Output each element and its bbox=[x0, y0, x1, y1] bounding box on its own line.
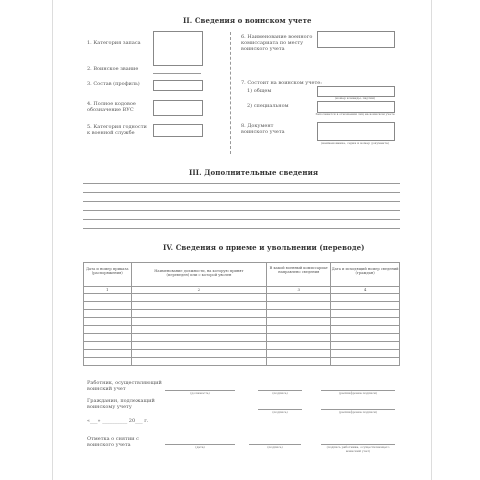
col-number-1: 1 bbox=[106, 287, 109, 292]
item-7-2-note: Заполняется в отношении лиц на воинском учете bbox=[315, 112, 395, 116]
table-header-row bbox=[84, 263, 400, 287]
extra-line-3[interactable] bbox=[83, 201, 400, 202]
citizen-label: Гражданин, подлежащий воинскому учету bbox=[87, 398, 155, 410]
section-2-title: II. Сведения о воинском учете bbox=[183, 16, 312, 25]
column-divider bbox=[230, 32, 231, 154]
table-row[interactable] bbox=[84, 302, 400, 310]
form-page bbox=[52, 0, 432, 480]
header-order: Дата и номер приказа (распоряжения) bbox=[86, 267, 129, 276]
extra-line-6[interactable] bbox=[83, 228, 400, 229]
table-number-row bbox=[84, 287, 400, 294]
worker-signature-caption: (подпись) bbox=[272, 391, 288, 395]
table-row[interactable] bbox=[84, 326, 400, 334]
header-commissariat: В какой военный комиссариат направлено сведения bbox=[269, 266, 328, 275]
section-4-title: IV. Сведения о приеме и увольнении (переводе) bbox=[163, 243, 365, 252]
worker-position-caption: (должность) bbox=[190, 391, 210, 395]
removal-label: Отметка о снятии с воинского учета bbox=[87, 436, 139, 448]
employment-table bbox=[83, 262, 400, 366]
extra-line-5[interactable] bbox=[83, 219, 400, 220]
table-row[interactable] bbox=[84, 358, 400, 366]
section-3-title: III. Дополнительные сведения bbox=[189, 168, 319, 177]
worker-decode-caption: (расшифровка подписи) bbox=[338, 391, 378, 395]
table-row[interactable] bbox=[84, 294, 400, 302]
citizen-decode-caption: (расшифровка подписи) bbox=[338, 410, 378, 414]
col-number-4: 4 bbox=[363, 287, 367, 292]
left-item-5: 5. Категория годности к военной службе bbox=[87, 124, 147, 136]
left-item-4: 4. Полное кодовое обозначение ВУС bbox=[87, 101, 136, 113]
extra-line-4[interactable] bbox=[83, 210, 400, 211]
item-8-label: 8. Документ воинского учета bbox=[241, 123, 285, 135]
field-rank[interactable] bbox=[153, 73, 201, 74]
table-row[interactable] bbox=[84, 342, 400, 350]
worker-label: Работник, осуществляющий воинский учет bbox=[87, 380, 162, 392]
item-7-2-label: 2) специальном bbox=[247, 103, 289, 109]
left-item-1: 1. Категория запаса bbox=[87, 40, 141, 46]
left-item-2: 2. Воинское звание bbox=[87, 66, 139, 72]
field-category[interactable] bbox=[153, 31, 203, 66]
item-7-label: 7. Состоит на воинском учете: bbox=[241, 80, 322, 86]
extra-line-1[interactable] bbox=[83, 183, 400, 184]
item-6-label: 6. Наименование военного комиссариата по месту воинского учета bbox=[241, 34, 313, 52]
item-7-1-label: 1) общем bbox=[247, 88, 272, 94]
left-item-3: 3. Состав (профиль) bbox=[87, 81, 140, 87]
table-row[interactable] bbox=[84, 334, 400, 342]
table-row[interactable] bbox=[84, 310, 400, 318]
removal-worker-caption: (подпись работника, осуществляющего воинский учет) bbox=[326, 445, 390, 453]
field-composition[interactable] bbox=[153, 80, 203, 91]
item-7-1-note: (номер команды, партии) bbox=[334, 96, 376, 100]
col-number-2: 2 bbox=[197, 287, 201, 292]
header-position: Наименование должности, на которую принят (переведен) или с которой уволен bbox=[154, 269, 244, 278]
field-fitness[interactable] bbox=[153, 124, 203, 137]
item-8-note: (наименование, серия и номер документа) bbox=[320, 141, 389, 145]
field-registration-document[interactable] bbox=[317, 122, 395, 141]
extra-line-2[interactable] bbox=[83, 192, 400, 193]
field-vus[interactable] bbox=[153, 100, 203, 116]
col-number-3: 3 bbox=[297, 287, 301, 292]
date-line[interactable]: «___» __________ 20___ г. bbox=[87, 418, 149, 424]
field-commissariat[interactable] bbox=[317, 31, 395, 48]
removal-date-caption: (дата) bbox=[195, 445, 205, 449]
header-date-number: Дата и исходящий номер сведений (граждан) bbox=[331, 267, 399, 276]
removal-signature-caption: (подпись) bbox=[267, 445, 283, 449]
table-row[interactable] bbox=[84, 350, 400, 358]
table-row[interactable] bbox=[84, 318, 400, 326]
citizen-signature-caption: (подпись) bbox=[272, 410, 288, 414]
